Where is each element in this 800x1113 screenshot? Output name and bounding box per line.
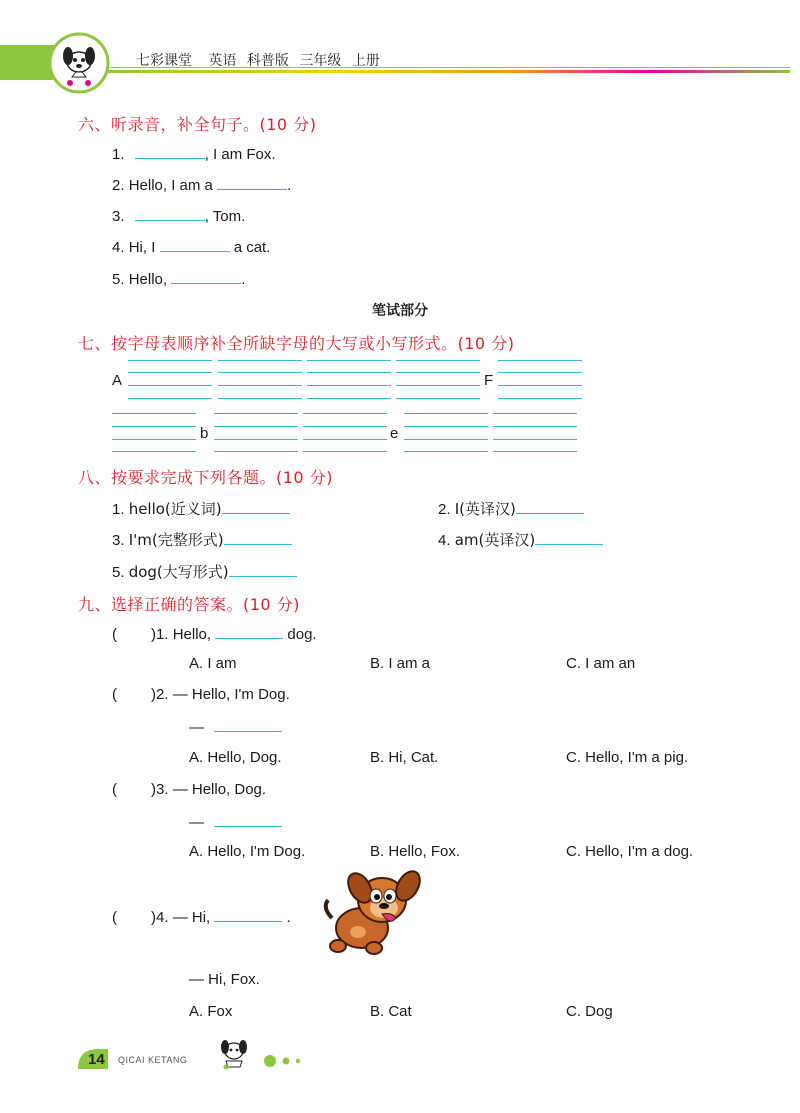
writing-line[interactable]	[404, 439, 488, 440]
answer-blank[interactable]	[160, 237, 230, 252]
letter-A: A	[112, 372, 123, 389]
writing-line	[493, 451, 577, 452]
answer-blank[interactable]	[135, 144, 205, 159]
answer-blank[interactable]	[229, 562, 297, 577]
item-text: , I am Fox.	[204, 146, 276, 163]
answer-blank[interactable]	[217, 175, 287, 190]
item-text: Hi, I	[128, 239, 156, 256]
item-text: .	[287, 177, 292, 194]
writing-line[interactable]	[112, 439, 196, 440]
header-grade: 三年级	[299, 53, 342, 69]
q3-option-b[interactable]: B. Hello, Fox.	[370, 843, 461, 860]
item-number: 5.	[112, 271, 125, 288]
header-bar	[0, 0, 800, 80]
q2-stem	[112, 686, 290, 703]
footer-decoration	[0, 1045, 800, 1105]
answer-paren[interactable]: (	[112, 626, 117, 643]
s8-item-5	[112, 561, 297, 582]
letter-e: e	[390, 425, 399, 442]
header-volume: 上册	[351, 53, 380, 69]
answer-blank[interactable]	[516, 499, 584, 514]
writing-line[interactable]	[218, 385, 302, 386]
writing-line	[307, 398, 391, 399]
item-text: Hello, I am a	[128, 177, 213, 194]
writing-line	[307, 360, 391, 361]
writing-line	[214, 451, 298, 452]
writing-line[interactable]	[214, 426, 298, 427]
header-title	[136, 50, 392, 70]
s8-item-1	[112, 498, 290, 519]
item-number: 4.	[112, 239, 125, 256]
item-number: )4.	[151, 909, 169, 926]
answer-paren[interactable]: (	[112, 686, 117, 703]
writing-line	[303, 413, 387, 414]
dialog-dash: —	[189, 814, 204, 831]
item-number: )2.	[151, 686, 169, 703]
dialog-dash: —	[189, 719, 204, 736]
writing-line	[303, 451, 387, 452]
answer-blank[interactable]	[214, 907, 282, 922]
q2-reply	[189, 717, 282, 736]
writing-line	[404, 413, 488, 414]
written-part-heading: 笔试部分	[372, 303, 428, 319]
writing-line	[128, 398, 212, 399]
answer-blank[interactable]	[135, 206, 205, 221]
answer-blank[interactable]	[224, 530, 292, 545]
item-text: dog.	[287, 626, 317, 643]
item-text: Hello,	[172, 626, 212, 643]
item-text: .	[241, 271, 246, 288]
q1-option-c[interactable]: C. I am an	[566, 655, 636, 672]
q3-reply	[189, 812, 282, 831]
writing-line[interactable]	[396, 372, 480, 373]
header-decoration	[0, 0, 800, 80]
s6-item-5	[112, 269, 245, 288]
item-text: I'm(完整形式)	[128, 531, 224, 549]
footer-dog-icon	[212, 1036, 256, 1070]
q3-option-a[interactable]: A. Hello, I'm Dog.	[189, 843, 306, 860]
section-6-title: 六、听录音，补全句子。(10 分)	[78, 115, 317, 134]
writing-line	[218, 360, 302, 361]
answer-paren[interactable]: (	[112, 909, 117, 926]
writing-line[interactable]	[128, 372, 212, 373]
answer-blank[interactable]	[171, 269, 241, 284]
writing-line[interactable]	[404, 426, 488, 427]
section-7-title: 七、按字母表顺序补全所缺字母的大写或小写形式。(10 分)	[78, 334, 515, 353]
letter-F: F	[484, 372, 494, 389]
letter-b: b	[200, 425, 209, 442]
header-brand: 七彩课堂	[136, 53, 192, 69]
item-number: 2.	[438, 501, 451, 518]
s6-item-1	[112, 144, 276, 163]
writing-line[interactable]	[214, 439, 298, 440]
item-number: 1.	[112, 146, 125, 163]
item-text: a cat.	[233, 239, 271, 256]
cartoon-dog-icon	[320, 868, 430, 958]
writing-line[interactable]	[128, 385, 212, 386]
writing-line	[498, 398, 582, 399]
page-number: 14	[88, 1051, 105, 1068]
dog-logo-icon	[48, 32, 110, 94]
q2-option-b[interactable]: B. Hi, Cat.	[370, 749, 439, 766]
writing-line[interactable]	[396, 385, 480, 386]
q4-stem	[112, 907, 291, 926]
q4-option-c[interactable]: C. Dog	[566, 1003, 613, 1020]
writing-line[interactable]	[218, 372, 302, 373]
item-number: 1.	[112, 501, 125, 518]
answer-paren[interactable]: (	[112, 781, 117, 798]
writing-line	[214, 413, 298, 414]
item-text: dog(大写形式)	[128, 563, 229, 581]
answer-blank[interactable]	[535, 530, 603, 545]
writing-line	[396, 398, 480, 399]
item-text: .	[286, 909, 291, 926]
s6-item-2	[112, 175, 291, 194]
writing-line	[493, 413, 577, 414]
q3-stem	[112, 781, 266, 798]
s8-item-3	[112, 529, 292, 550]
section-9-title: 九、选择正确的答案。(10 分)	[78, 595, 300, 614]
item-text: Hello,	[128, 271, 168, 288]
item-text: I(英译汉)	[454, 500, 516, 518]
s8-item-4	[438, 529, 603, 550]
q4-option-b[interactable]: B. Cat	[370, 1003, 412, 1020]
writing-line[interactable]	[493, 426, 577, 427]
answer-blank[interactable]	[222, 499, 290, 514]
item-text: am(英译汉)	[454, 531, 536, 549]
q2-option-a[interactable]: A. Hello, Dog.	[189, 749, 282, 766]
answer-blank[interactable]	[214, 812, 282, 827]
q1-option-a[interactable]: A. I am	[189, 655, 237, 672]
item-number: 3.	[112, 208, 125, 225]
writing-line[interactable]	[307, 372, 391, 373]
writing-line[interactable]	[493, 439, 577, 440]
writing-line[interactable]	[303, 439, 387, 440]
writing-line	[128, 360, 212, 361]
q1-stem	[112, 624, 317, 643]
answer-blank[interactable]	[215, 624, 283, 639]
footer-brand: QICAI KETANG	[118, 1055, 188, 1065]
header-edition: 科普版	[246, 53, 289, 69]
q1-option-b[interactable]: B. I am a	[370, 655, 431, 672]
writing-line	[396, 360, 480, 361]
item-number: 3.	[112, 532, 125, 549]
s6-item-4	[112, 237, 270, 256]
writing-line[interactable]	[498, 372, 582, 373]
section-8-title: 八、按要求完成下列各题。(10 分)	[78, 468, 333, 487]
header-subject: 英语	[208, 53, 237, 69]
writing-line[interactable]	[498, 385, 582, 386]
item-number: 5.	[112, 564, 125, 581]
item-number: 2.	[112, 177, 125, 194]
q2-option-c[interactable]: C. Hello, I'm a pig.	[566, 749, 689, 766]
item-text: hello(近义词)	[128, 500, 222, 518]
item-text: — Hi,	[172, 909, 211, 926]
writing-line[interactable]	[303, 426, 387, 427]
item-text: , Tom.	[204, 208, 246, 225]
answer-blank[interactable]	[214, 717, 282, 732]
item-number: 4.	[438, 532, 451, 549]
s6-item-3	[112, 206, 245, 225]
s8-item-2	[438, 498, 584, 519]
writing-line	[112, 451, 196, 452]
item-text: — Hello, I'm Dog.	[172, 686, 290, 703]
writing-line	[404, 451, 488, 452]
writing-line	[498, 360, 582, 361]
writing-line[interactable]	[307, 385, 391, 386]
item-text: — Hello, Dog.	[172, 781, 267, 798]
q4-reply: — Hi, Fox.	[189, 971, 260, 988]
item-number: )3.	[151, 781, 169, 798]
q3-option-c[interactable]: C. Hello, I'm a dog.	[566, 843, 694, 860]
writing-line	[218, 398, 302, 399]
writing-line	[112, 413, 196, 414]
q4-option-a[interactable]: A. Fox	[189, 1003, 233, 1020]
item-number: )1.	[151, 626, 169, 643]
writing-line[interactable]	[112, 426, 196, 427]
